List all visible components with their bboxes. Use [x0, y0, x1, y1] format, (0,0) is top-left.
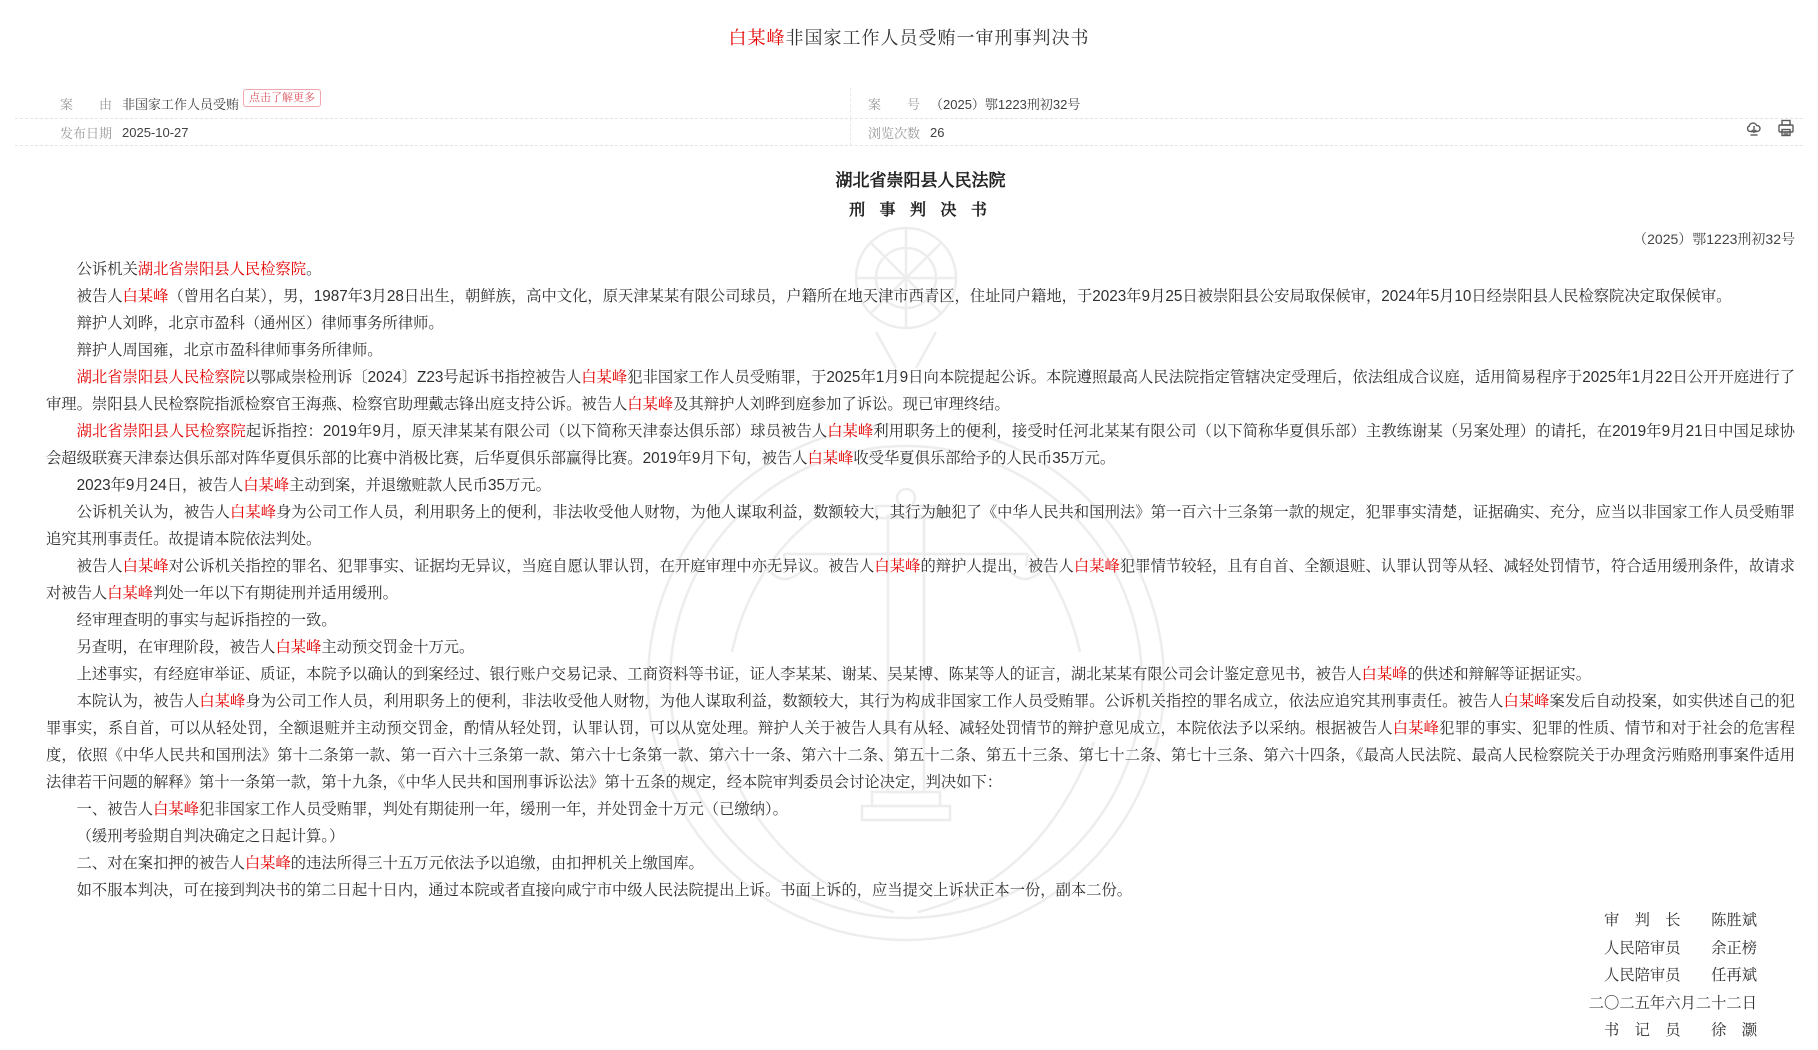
- signature-line: 二〇二五年六月二十二日: [1588, 994, 1757, 1012]
- signature-block: [46, 907, 1795, 1045]
- case-cause-cell: [15, 88, 850, 118]
- case-number-label: 案 号: [868, 96, 921, 112]
- page-actions: [1744, 118, 1796, 138]
- paragraph: 本院认为，被告人白某峰身为公司工作人员，利用职务上的便利，非法收受他人财物，为他人谋取利益，数额较大，其行为构成非国家工作人员受贿罪。公诉机关指控的罪名成立，依法应追究其刑事责任。被告人白某峰案发后自动投案，如实供述自己的犯罪事实，系自首，可以从轻处罚，全额退赃并主动预交罚金，酌情从轻处罚，认罪认罚，可以从宽处理。辩护人关于被告人具有从轻、减轻处罚情节的辩护意见成立，本院依法予以采纳。根据被告人白某峰犯罪的事实、犯罪的性质、情节和对于社会的危害程度，依照《中华人民共和国刑法》第十二条第一款、第一百六十三条第一款、第六十七条第一款、第六十一条、第六十二条、第五十二条、第五十三条、第七十二条、第七十三条、第六十四条，《最高人民法院、最高人民检察院关于办理贪污贿赂刑事案件适用法律若干问题的解释》第十一条第一款，第十九条，《中华人民共和国刑事诉讼法》第十五条的规定，经本院审判委员会讨论决定，判决如下：: [46, 693, 1795, 791]
- paragraph: 二、对在案扣押的被告人白某峰的违法所得三十五万元依法予以追缴，由扣押机关上缴国库。: [76, 855, 704, 872]
- paragraph: （缓刑考验期自判决确定之日起计算。）: [76, 828, 345, 845]
- metadata-row-1: [15, 88, 1803, 119]
- download-icon[interactable]: [1744, 118, 1764, 138]
- judgment-document: [46, 168, 1795, 1045]
- print-icon[interactable]: [1776, 118, 1796, 138]
- signature-line: 审 判 长 陈胜斌: [1604, 912, 1757, 929]
- view-count-value: 26: [930, 124, 945, 140]
- learn-more-badge[interactable]: 点击了解更多: [243, 89, 321, 107]
- signature-line: 书 记 员 徐 灏: [1604, 1022, 1757, 1039]
- paragraph: 辩护人周国雍，北京市盈科律师事务所律师。: [76, 342, 383, 359]
- paragraph: 如不服本判决，可在接到判决书的第二日起十日内，通过本院或者直接向咸宁市中级人民法院提出上诉。书面上诉的，应当提交上诉状正本一份，副本二份。: [76, 882, 1133, 899]
- page-title-rest: 非国家工作人员受贿一审刑事判决书: [785, 28, 1090, 48]
- signature-line: 人民陪审员 任再斌: [1604, 967, 1757, 984]
- publish-date-label: 发布日期: [60, 125, 113, 141]
- document-case-number: （2025）鄂1223刑初32号: [1633, 231, 1795, 247]
- paragraph: 一、被告人白某峰犯非国家工作人员受贿罪，判处有期徒刑一年，缓刑一年，并处罚金十万元（已缴纳）。: [76, 801, 788, 818]
- case-number-value: （2025）鄂1223刑初32号: [930, 96, 1081, 112]
- publish-date-value: 2025-10-27: [122, 124, 189, 140]
- publish-date-cell: [15, 119, 850, 145]
- court-name: 湖北省崇阳县人民法院: [835, 171, 1006, 190]
- view-count-label: 浏览次数: [868, 125, 921, 141]
- metadata-strip: [15, 88, 1803, 146]
- signature-line: 人民陪审员 余正榜: [1604, 939, 1757, 957]
- paragraph: 湖北省崇阳县人民检察院起诉指控：2019年9月，原天津某某有限公司（以下简称天津泰达俱乐部）球员被告人白某峰利用职务上的便利，接受时任河北某某有限公司（以下简称华夏俱乐部）主教练谢某（另案处理）的请托，在2019年9月21日中国足球协会超级联赛天津泰达俱乐部对阵华夏俱乐部的比赛中消极比赛，后华夏俱乐部赢得比赛。2019年9月下旬，被告人白某峰收受华夏俱乐部给予的人民币35万元。: [46, 423, 1795, 467]
- metadata-row-2: [15, 119, 1803, 146]
- page-title-defendant: 白某峰: [728, 28, 786, 48]
- case-cause-label: 案 由: [60, 96, 113, 112]
- page-title: [0, 24, 1818, 50]
- document-type: 刑 事 判 决 书: [849, 202, 992, 219]
- paragraph: 公诉机关湖北省崇阳县人民检察院。: [76, 261, 322, 278]
- view-count-cell: [850, 119, 1803, 145]
- paragraph: 另查明，在审理阶段，被告人白某峰主动预交罚金十万元。: [76, 639, 475, 656]
- case-cause-value: 非国家工作人员受贿: [122, 96, 240, 112]
- judgment-paragraphs: [46, 256, 1795, 904]
- paragraph: 公诉机关认为，被告人白某峰身为公司工作人员，利用职务上的便利，非法收受他人财物，为他人谋取利益，数额较大，其行为触犯了《中华人民共和国刑法》第一百六十三条第一款的规定，犯罪事实清楚，证据确实、充分，应当以非国家工作人员受贿罪追究其刑事责任。故提请本院依法判处。: [46, 504, 1795, 548]
- paragraph: 被告人白某峰（曾用名白某），男，1987年3月28日出生，朝鲜族，高中文化，原天津某某有限公司球员，户籍所在地天津市西青区，住址同户籍地，于2023年9月25日被崇阳县公安局取保候审，2024年5月10日经崇阳县人民检察院决定取保候审。: [76, 288, 1732, 305]
- paragraph: 上述事实，有经庭审举证、质证，本院予以确认的到案经过、银行账户交易记录、工商资料等书证，证人李某某、谢某、吴某博、陈某等人的证言，湖北某某有限公司会计鉴定意见书，被告人白某峰的供述和辩解等证据证实。: [76, 666, 1592, 683]
- paragraph: 经审理查明的事实与起诉指控的一致。: [76, 612, 337, 629]
- paragraph: 被告人白某峰对公诉机关指控的罪名、犯罪事实、证据均无异议，当庭自愿认罪认罚，在开庭审理中亦无异议。被告人白某峰的辩护人提出，被告人白某峰犯罪情节较轻，且有自首、全额退赃、认罪认罚等从轻、减轻处罚情节，符合适用缓刑条件，故请求对被告人白某峰判处一年以下有期徒刑并适用缓刑。: [46, 558, 1795, 602]
- paragraph: 辩护人刘晔，北京市盈科（通州区）律师事务所律师。: [76, 315, 444, 332]
- case-number-cell: [850, 88, 1803, 118]
- paragraph: 湖北省崇阳县人民检察院以鄂咸崇检刑诉〔2024〕Z23号起诉书指控被告人白某峰犯非国家工作人员受贿罪，于2025年1月9日向本院提起公诉。本院遵照最高人民法院指定管辖决定受理后，依法组成合议庭，适用简易程序于2025年1月22日公开开庭进行了审理。崇阳县人民检察院指派检察官王海燕、检察官助理戴志锋出庭支持公诉。被告人白某峰及其辩护人刘晔到庭参加了诉讼。现已审理终结。: [46, 369, 1795, 413]
- paragraph: 2023年9月24日，被告人白某峰主动到案，并退缴赃款人民币35万元。: [76, 477, 551, 494]
